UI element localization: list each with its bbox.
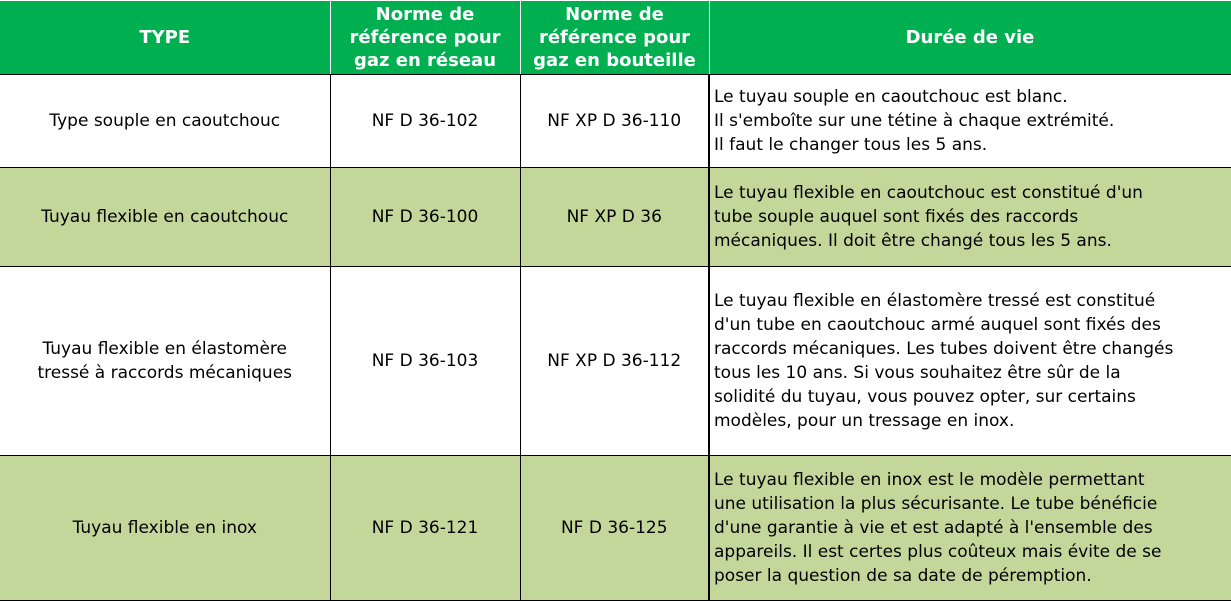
header-type: TYPE (0, 1, 330, 75)
header-norme-reseau: Norme de référence pour gaz en réseau (330, 1, 520, 75)
cell-duree: Le tuyau souple en caoutchouc est blanc. Il s'emboîte sur une tétine à chaque extrémité. Il faut le changer tous les 5 ans. (709, 75, 1231, 168)
cell-type: Tuyau flexible en élastomère tressé à raccords mécaniques (0, 267, 330, 456)
cell-norme-bouteille: NF XP D 36-112 (520, 267, 709, 456)
cell-norme-reseau: NF D 36-102 (330, 75, 520, 168)
cell-norme-bouteille: NF D 36-125 (520, 456, 709, 601)
cell-duree: Le tuyau flexible en élastomère tressé est constitué d'un tube en caoutchouc armé auquel sont fixés des raccords mécaniques. Les tubes doivent être changés tous les 10 ans. Si vous souhaitez être sûr de la solidité du tuyau, vous pouvez opter, sur certains modèles, pour un tressage en inox. (709, 267, 1231, 456)
header-row (0, 1, 1231, 75)
cell-norme-bouteille: NF XP D 36-110 (520, 75, 709, 168)
header-duree: Durée de vie (709, 1, 1231, 75)
cell-norme-reseau: NF D 36-121 (330, 456, 520, 601)
cell-duree: Le tuyau flexible en inox est le modèle permettant une utilisation la plus sécurisante. Le tube bénéficie d'une garantie à vie et est adapté à l'ensemble des appareils. Il est certes plus coûteux mais évite de se poser la question de sa date de péremption. (709, 456, 1231, 601)
cell-type: Type souple en caoutchouc (0, 75, 330, 168)
table-row (0, 267, 1231, 456)
cell-norme-bouteille: NF XP D 36 (520, 168, 709, 267)
cell-norme-reseau: NF D 36-100 (330, 168, 520, 267)
table-row (0, 456, 1231, 601)
table-row (0, 168, 1231, 267)
header-norme-bouteille: Norme de référence pour gaz en bouteille (520, 1, 709, 75)
cell-norme-reseau: NF D 36-103 (330, 267, 520, 456)
cell-type: Tuyau flexible en caoutchouc (0, 168, 330, 267)
cell-type: Tuyau flexible en inox (0, 456, 330, 601)
cell-duree: Le tuyau flexible en caoutchouc est constitué d'un tube souple auquel sont fixés des raccords mécaniques. Il doit être changé tous les 5 ans. (709, 168, 1231, 267)
table-row (0, 75, 1231, 168)
